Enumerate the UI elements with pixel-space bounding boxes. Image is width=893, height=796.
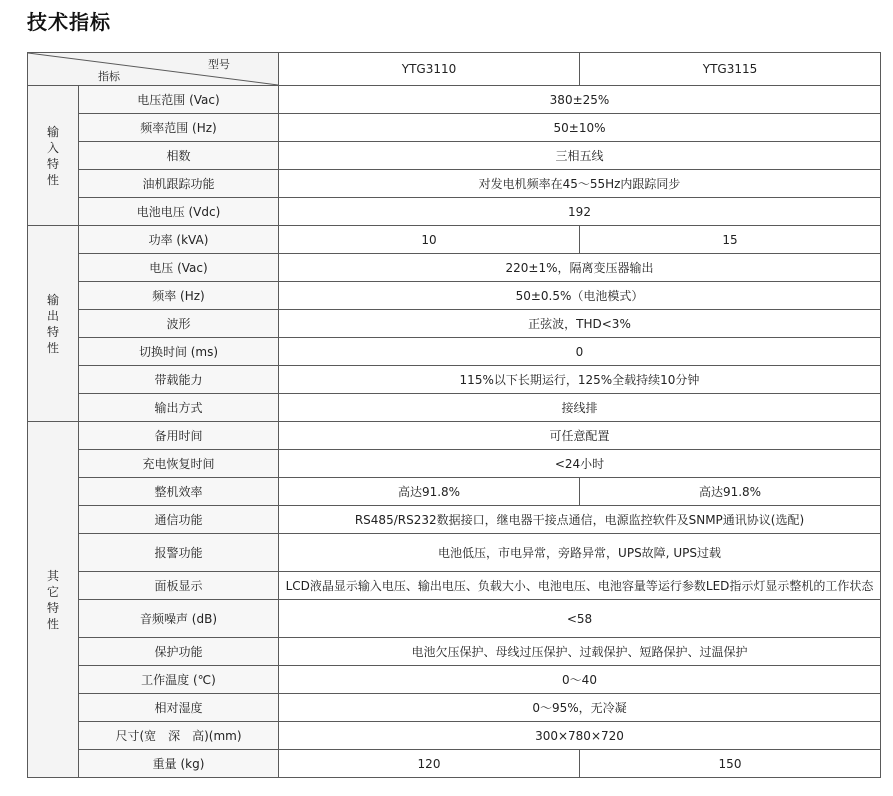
value-cell: 15 (580, 226, 881, 254)
value-cell: LCD液晶显示输入电压、输出电压、负载大小、电池电压、电池容量等运行参数LED指示灯显示整机的工作状态 (279, 572, 881, 600)
table-row (28, 114, 881, 142)
param-label: 电压范围 (Vac) (79, 86, 279, 114)
group-label (28, 422, 79, 778)
table-row (28, 142, 881, 170)
value-cell: 接线排 (279, 394, 881, 422)
value-cell: 高达91.8% (580, 478, 881, 506)
value-cell: 0～95%，无冷凝 (279, 694, 881, 722)
model-header-ytg3110: YTG3110 (279, 53, 580, 86)
group-label-char: 入 (46, 140, 59, 155)
diagonal-header-cell (28, 53, 279, 86)
group-label-char: 输 (46, 124, 59, 139)
table-row (28, 750, 881, 778)
table-row (28, 722, 881, 750)
table-row (28, 226, 881, 254)
table-row (28, 666, 881, 694)
param-label: 面板显示 (79, 572, 279, 600)
group-label-char: 它 (46, 584, 59, 599)
table-row (28, 600, 881, 638)
param-label: 重量 (kg) (79, 750, 279, 778)
param-label: 音频噪声 (dB) (79, 600, 279, 638)
table-row (28, 534, 881, 572)
table-row (28, 254, 881, 282)
param-label: 保护功能 (79, 638, 279, 666)
param-label: 频率范围 (Hz) (79, 114, 279, 142)
param-label: 备用时间 (79, 422, 279, 450)
value-cell: <58 (279, 600, 881, 638)
spec-table (27, 52, 881, 778)
value-cell: 电池欠压保护、母线过压保护、过载保护、短路保护、过温保护 (279, 638, 881, 666)
param-label: 报警功能 (79, 534, 279, 572)
value-cell: 正弦波，THD<3% (279, 310, 881, 338)
group-label-char: 性 (46, 172, 59, 187)
param-label: 电池电压 (Vdc) (79, 198, 279, 226)
value-cell: RS485/RS232数据接口，继电器干接点通信，电源监控软件及SNMP通讯协议(选配) (279, 506, 881, 534)
param-label: 相数 (79, 142, 279, 170)
value-cell: 120 (279, 750, 580, 778)
value-cell: 三相五线 (279, 142, 881, 170)
param-label: 通信功能 (79, 506, 279, 534)
group-label-char: 特 (46, 324, 59, 339)
table-row (28, 450, 881, 478)
table-row (28, 638, 881, 666)
table-row (28, 394, 881, 422)
value-cell: 300×780×720 (279, 722, 881, 750)
value-cell: 电池低压，市电异常，旁路异常，UPS故障, UPS过载 (279, 534, 881, 572)
group-label-char: 性 (46, 616, 59, 631)
param-label: 频率 (Hz) (79, 282, 279, 310)
group-label-char: 特 (46, 156, 59, 171)
group-label-char: 性 (46, 340, 59, 355)
table-row (28, 338, 881, 366)
value-cell: 115%以下长期运行，125%全载持续10分钟 (279, 366, 881, 394)
value-cell: 220±1%，隔离变压器输出 (279, 254, 881, 282)
param-label: 功率 (kVA) (79, 226, 279, 254)
param-label: 整机效率 (79, 478, 279, 506)
table-row (28, 694, 881, 722)
param-label: 输出方式 (79, 394, 279, 422)
value-cell: 50±0.5%（电池模式） (279, 282, 881, 310)
value-cell: 380±25% (279, 86, 881, 114)
table-row (28, 86, 881, 114)
table-row (28, 572, 881, 600)
value-cell: 0 (279, 338, 881, 366)
group-label-char: 出 (46, 308, 59, 323)
value-cell: 对发电机频率在45～55Hz内跟踪同步 (279, 170, 881, 198)
param-label: 相对湿度 (79, 694, 279, 722)
value-cell: 150 (580, 750, 881, 778)
param-label: 油机跟踪功能 (79, 170, 279, 198)
param-label: 充电恢复时间 (79, 450, 279, 478)
table-row (28, 310, 881, 338)
param-label: 切换时间 (ms) (79, 338, 279, 366)
group-label (28, 86, 79, 226)
table-row (28, 366, 881, 394)
header-row (28, 53, 881, 86)
param-label: 波形 (79, 310, 279, 338)
index-corner-label: 指标 (98, 70, 120, 83)
value-cell: 50±10% (279, 114, 881, 142)
table-row (28, 282, 881, 310)
value-cell: 192 (279, 198, 881, 226)
table-row (28, 198, 881, 226)
table-row (28, 170, 881, 198)
value-cell: <24小时 (279, 450, 881, 478)
group-label (28, 226, 79, 422)
group-label-char: 特 (46, 600, 59, 615)
param-label: 尺寸(宽 深 高)(mm) (79, 722, 279, 750)
diagonal-line (28, 53, 278, 85)
value-cell: 高达91.8% (279, 478, 580, 506)
table-row (28, 478, 881, 506)
value-cell: 可任意配置 (279, 422, 881, 450)
table-row (28, 506, 881, 534)
group-label-char: 其 (46, 568, 59, 583)
model-corner-label: 型号 (208, 58, 230, 71)
table-row (28, 422, 881, 450)
value-cell: 0～40 (279, 666, 881, 694)
value-cell: 10 (279, 226, 580, 254)
model-header-ytg3115: YTG3115 (580, 53, 881, 86)
page-title: 技术指标 (27, 10, 111, 34)
param-label: 带载能力 (79, 366, 279, 394)
param-label: 工作温度 (℃) (79, 666, 279, 694)
param-label: 电压 (Vac) (79, 254, 279, 282)
group-label-char: 输 (46, 292, 59, 307)
